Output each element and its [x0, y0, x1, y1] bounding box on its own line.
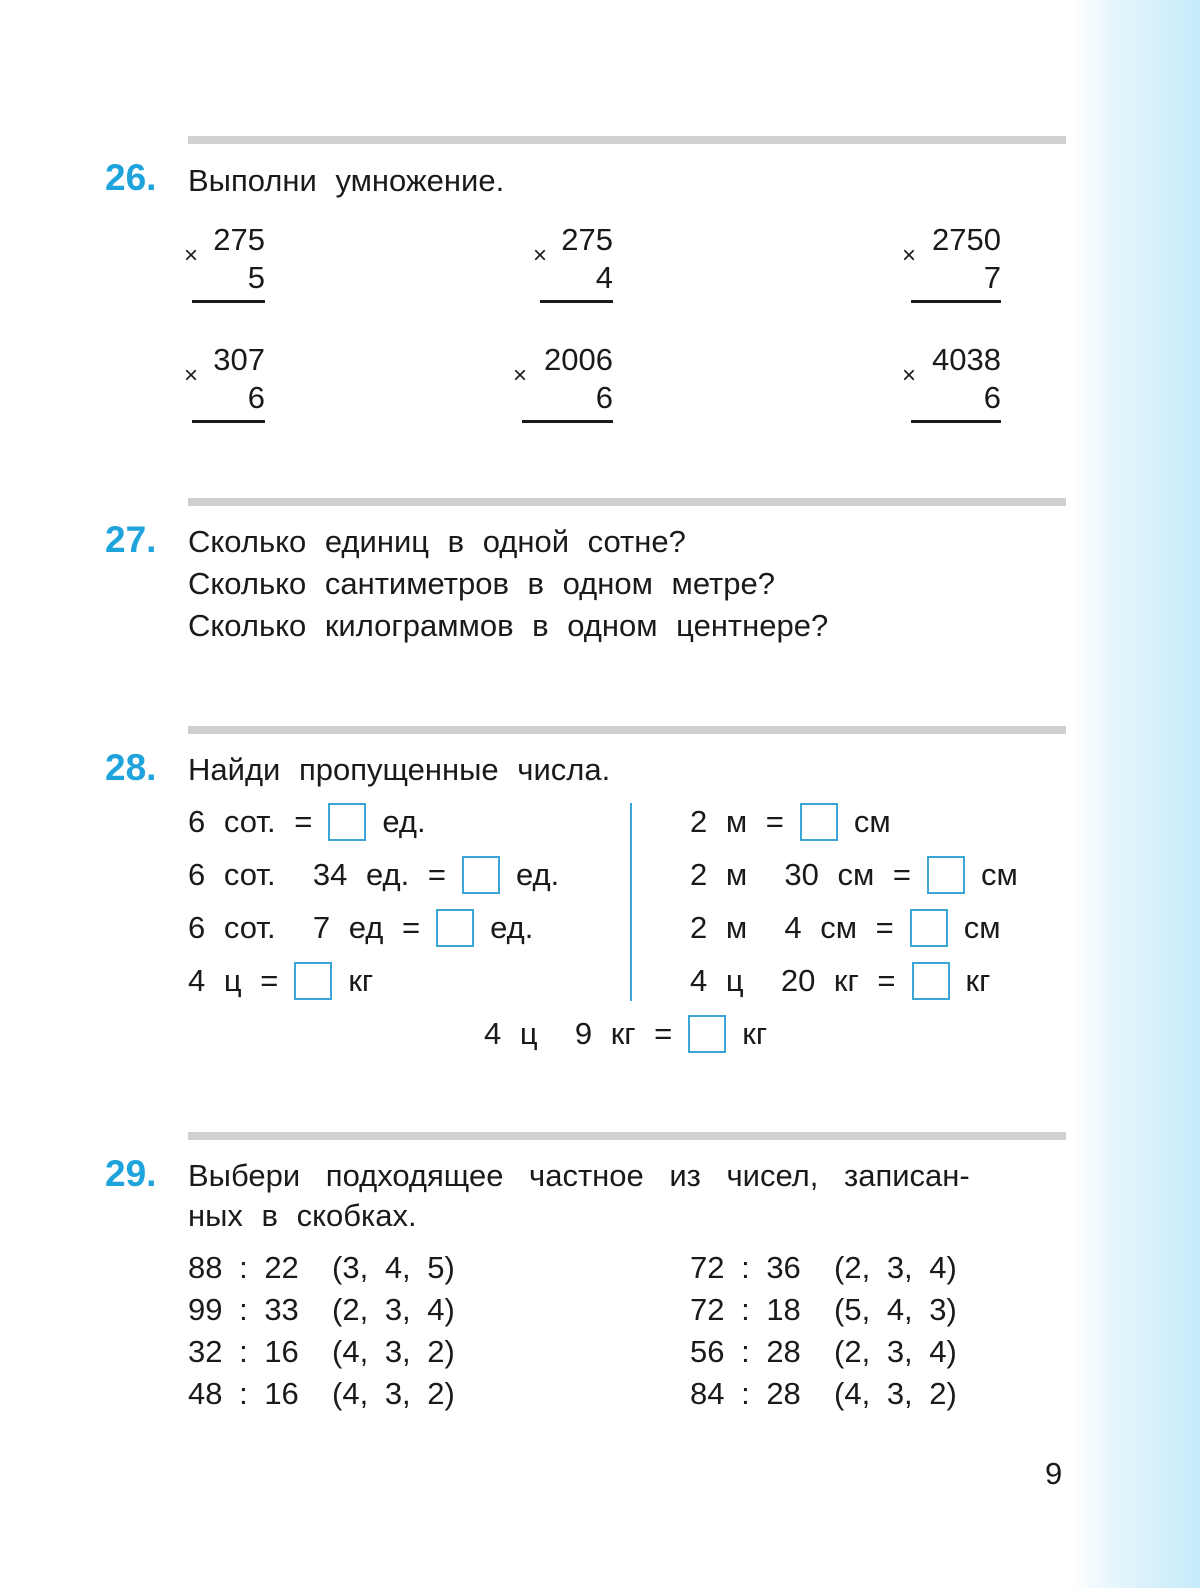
- section-divider: [188, 136, 1066, 144]
- fill-in-row: [188, 908, 533, 948]
- multiplier: 5: [247, 260, 265, 295]
- task-title: Найди пропущенные числа.: [188, 752, 611, 787]
- fill-in-row: [188, 802, 426, 842]
- task-title-continued: ных в скобках.: [188, 1198, 417, 1233]
- expression: 4 ц =: [188, 963, 279, 998]
- question-line: Сколько сантиметров в одном метре?: [188, 566, 775, 601]
- result-line: [911, 420, 1001, 423]
- fill-in-row: [188, 855, 559, 895]
- answer-box[interactable]: [688, 1015, 726, 1053]
- result-line: [192, 300, 265, 303]
- multiplicand: 275: [213, 222, 265, 257]
- page-edge-gradient: [1072, 0, 1200, 1588]
- task-number: 29.: [105, 1153, 157, 1194]
- fill-in-row: [690, 855, 1018, 895]
- task-title: Выбери подходящее частное из чисел, записан-: [188, 1158, 970, 1193]
- division-problem: 72 : 18 (5, 4, 3): [690, 1292, 957, 1327]
- multiplicand: 2006: [544, 342, 613, 377]
- multiplier: 6: [595, 380, 613, 415]
- multiplier: 6: [247, 380, 265, 415]
- unit: см: [853, 804, 891, 839]
- multiplicand: 307: [213, 342, 265, 377]
- multiply-sign: ×: [513, 362, 528, 389]
- unit: см: [963, 910, 1001, 945]
- division-problem: 84 : 28 (4, 3, 2): [690, 1376, 957, 1411]
- unit: кг: [348, 963, 374, 998]
- unit: кг: [965, 963, 991, 998]
- task-title: Выполни умножение.: [188, 163, 505, 198]
- multiplication-problem: [184, 222, 265, 312]
- unit: ед.: [490, 910, 534, 945]
- multiplication-problem: [902, 222, 1001, 312]
- section-divider: [188, 726, 1066, 734]
- result-line: [911, 300, 1001, 303]
- multiplication-problem: [184, 342, 265, 432]
- fill-in-row: [690, 802, 891, 842]
- expression: 6 сот. =: [188, 804, 313, 839]
- expression: 2 м 30 см =: [690, 857, 912, 892]
- unit: ед.: [515, 857, 560, 892]
- multiplication-problem: [902, 342, 1001, 432]
- answer-box[interactable]: [800, 803, 838, 841]
- division-problem: 72 : 36 (2, 3, 4): [690, 1250, 957, 1285]
- page-number: 9: [1045, 1456, 1063, 1491]
- result-line: [192, 420, 265, 423]
- division-problem: 48 : 16 (4, 3, 2): [188, 1376, 455, 1411]
- answer-box[interactable]: [912, 962, 950, 1000]
- unit: ед.: [382, 804, 426, 839]
- multiply-sign: ×: [184, 362, 199, 389]
- division-problem: 56 : 28 (2, 3, 4): [690, 1334, 957, 1369]
- multiplier: 6: [983, 380, 1001, 415]
- answer-box[interactable]: [436, 909, 474, 947]
- question-line: Сколько килограммов в одном центнере?: [188, 608, 829, 643]
- multiply-sign: ×: [533, 242, 548, 269]
- division-problem: 32 : 16 (4, 3, 2): [188, 1334, 455, 1369]
- answer-box[interactable]: [927, 856, 965, 894]
- multiply-sign: ×: [902, 362, 917, 389]
- division-problem: 99 : 33 (2, 3, 4): [188, 1292, 455, 1327]
- division-problem: 88 : 22 (3, 4, 5): [188, 1250, 455, 1285]
- answer-box[interactable]: [328, 803, 366, 841]
- multiplicand: 4038: [932, 342, 1001, 377]
- multiplication-problem: [513, 342, 613, 432]
- multiply-sign: ×: [902, 242, 917, 269]
- result-line: [540, 300, 613, 303]
- expression: 2 м =: [690, 804, 784, 839]
- answer-box[interactable]: [294, 962, 332, 1000]
- section-divider: [188, 1132, 1066, 1140]
- unit: кг: [742, 1016, 768, 1051]
- multiplicand: 2750: [932, 222, 1001, 257]
- fill-in-row: [690, 961, 990, 1001]
- task-number: 28.: [105, 747, 157, 788]
- task-number: 27.: [105, 519, 157, 560]
- multiplicand: 275: [561, 222, 613, 257]
- expression: 6 сот. 7 ед =: [188, 910, 421, 945]
- multiplication-problem: [533, 222, 613, 312]
- fill-in-row: [690, 908, 1001, 948]
- answer-box[interactable]: [910, 909, 948, 947]
- task-number: 26.: [105, 157, 157, 198]
- fill-in-row: [484, 1014, 767, 1054]
- expression: 4 ц 20 кг =: [690, 963, 896, 998]
- multiply-sign: ×: [184, 242, 199, 269]
- expression: 4 ц 9 кг =: [484, 1016, 673, 1051]
- question-line: Сколько единиц в одной сотне?: [188, 524, 686, 559]
- multiplier: 4: [595, 260, 613, 295]
- expression: 2 м 4 см =: [690, 910, 894, 945]
- section-divider: [188, 498, 1066, 506]
- fill-in-row: [188, 961, 373, 1001]
- multiplier: 7: [983, 260, 1001, 295]
- result-line: [522, 420, 613, 423]
- answer-box[interactable]: [462, 856, 500, 894]
- column-divider: [630, 803, 632, 1001]
- unit: см: [981, 857, 1018, 892]
- expression: 6 сот. 34 ед. =: [188, 857, 446, 892]
